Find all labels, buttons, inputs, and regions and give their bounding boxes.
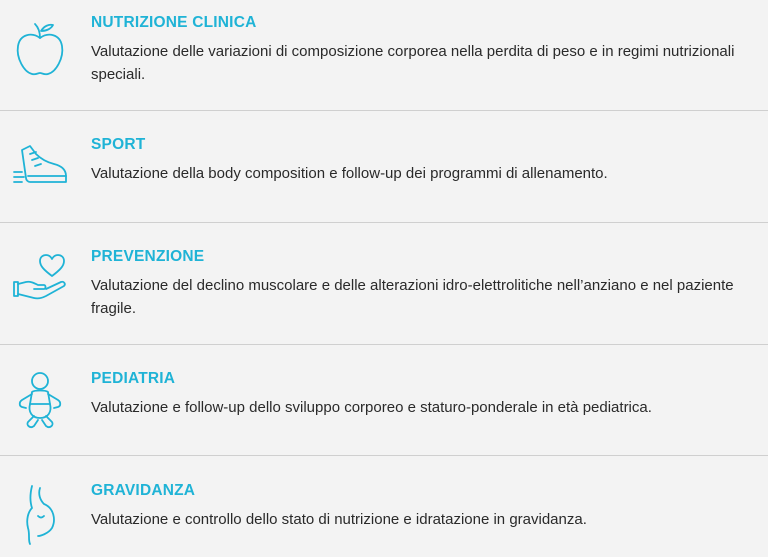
pregnancy-icon [8, 482, 72, 546]
divider [0, 455, 768, 456]
item-title: PEDIATRIA [91, 370, 176, 387]
item-description: Valutazione della body composition e follow-up dei programmi di allenamento. [91, 165, 608, 182]
list-item-pediatria [0, 370, 768, 450]
divider [0, 222, 768, 223]
running-shoe-icon [8, 136, 72, 200]
list-item-gravidanza [0, 482, 768, 552]
item-description: Valutazione delle variazioni di composizione corporea nella perdita di peso e in regimi nutrizionali speciali. [91, 43, 735, 83]
heart-hand-icon [8, 248, 72, 312]
list-item-prevenzione [0, 248, 768, 328]
apple-icon [8, 18, 72, 82]
baby-icon [8, 370, 72, 434]
item-description: Valutazione del declino muscolare e delle alterazioni idro-elettrolitiche nell’anziano e nel paziente fragile. [91, 277, 734, 317]
item-description: Valutazione e controllo dello stato di nutrizione e idratazione in gravidanza. [91, 511, 587, 528]
list-item-nutrizione-clinica [0, 14, 768, 94]
item-description: Valutazione e follow-up dello sviluppo corporeo e staturo-ponderale in età pediatrica. [91, 399, 652, 416]
divider [0, 344, 768, 345]
divider [0, 110, 768, 111]
list-item-sport [0, 136, 768, 216]
item-title: GRAVIDANZA [91, 482, 196, 499]
item-title: PREVENZIONE [91, 248, 205, 265]
item-title: SPORT [91, 136, 146, 153]
item-title: NUTRIZIONE CLINICA [91, 14, 257, 31]
